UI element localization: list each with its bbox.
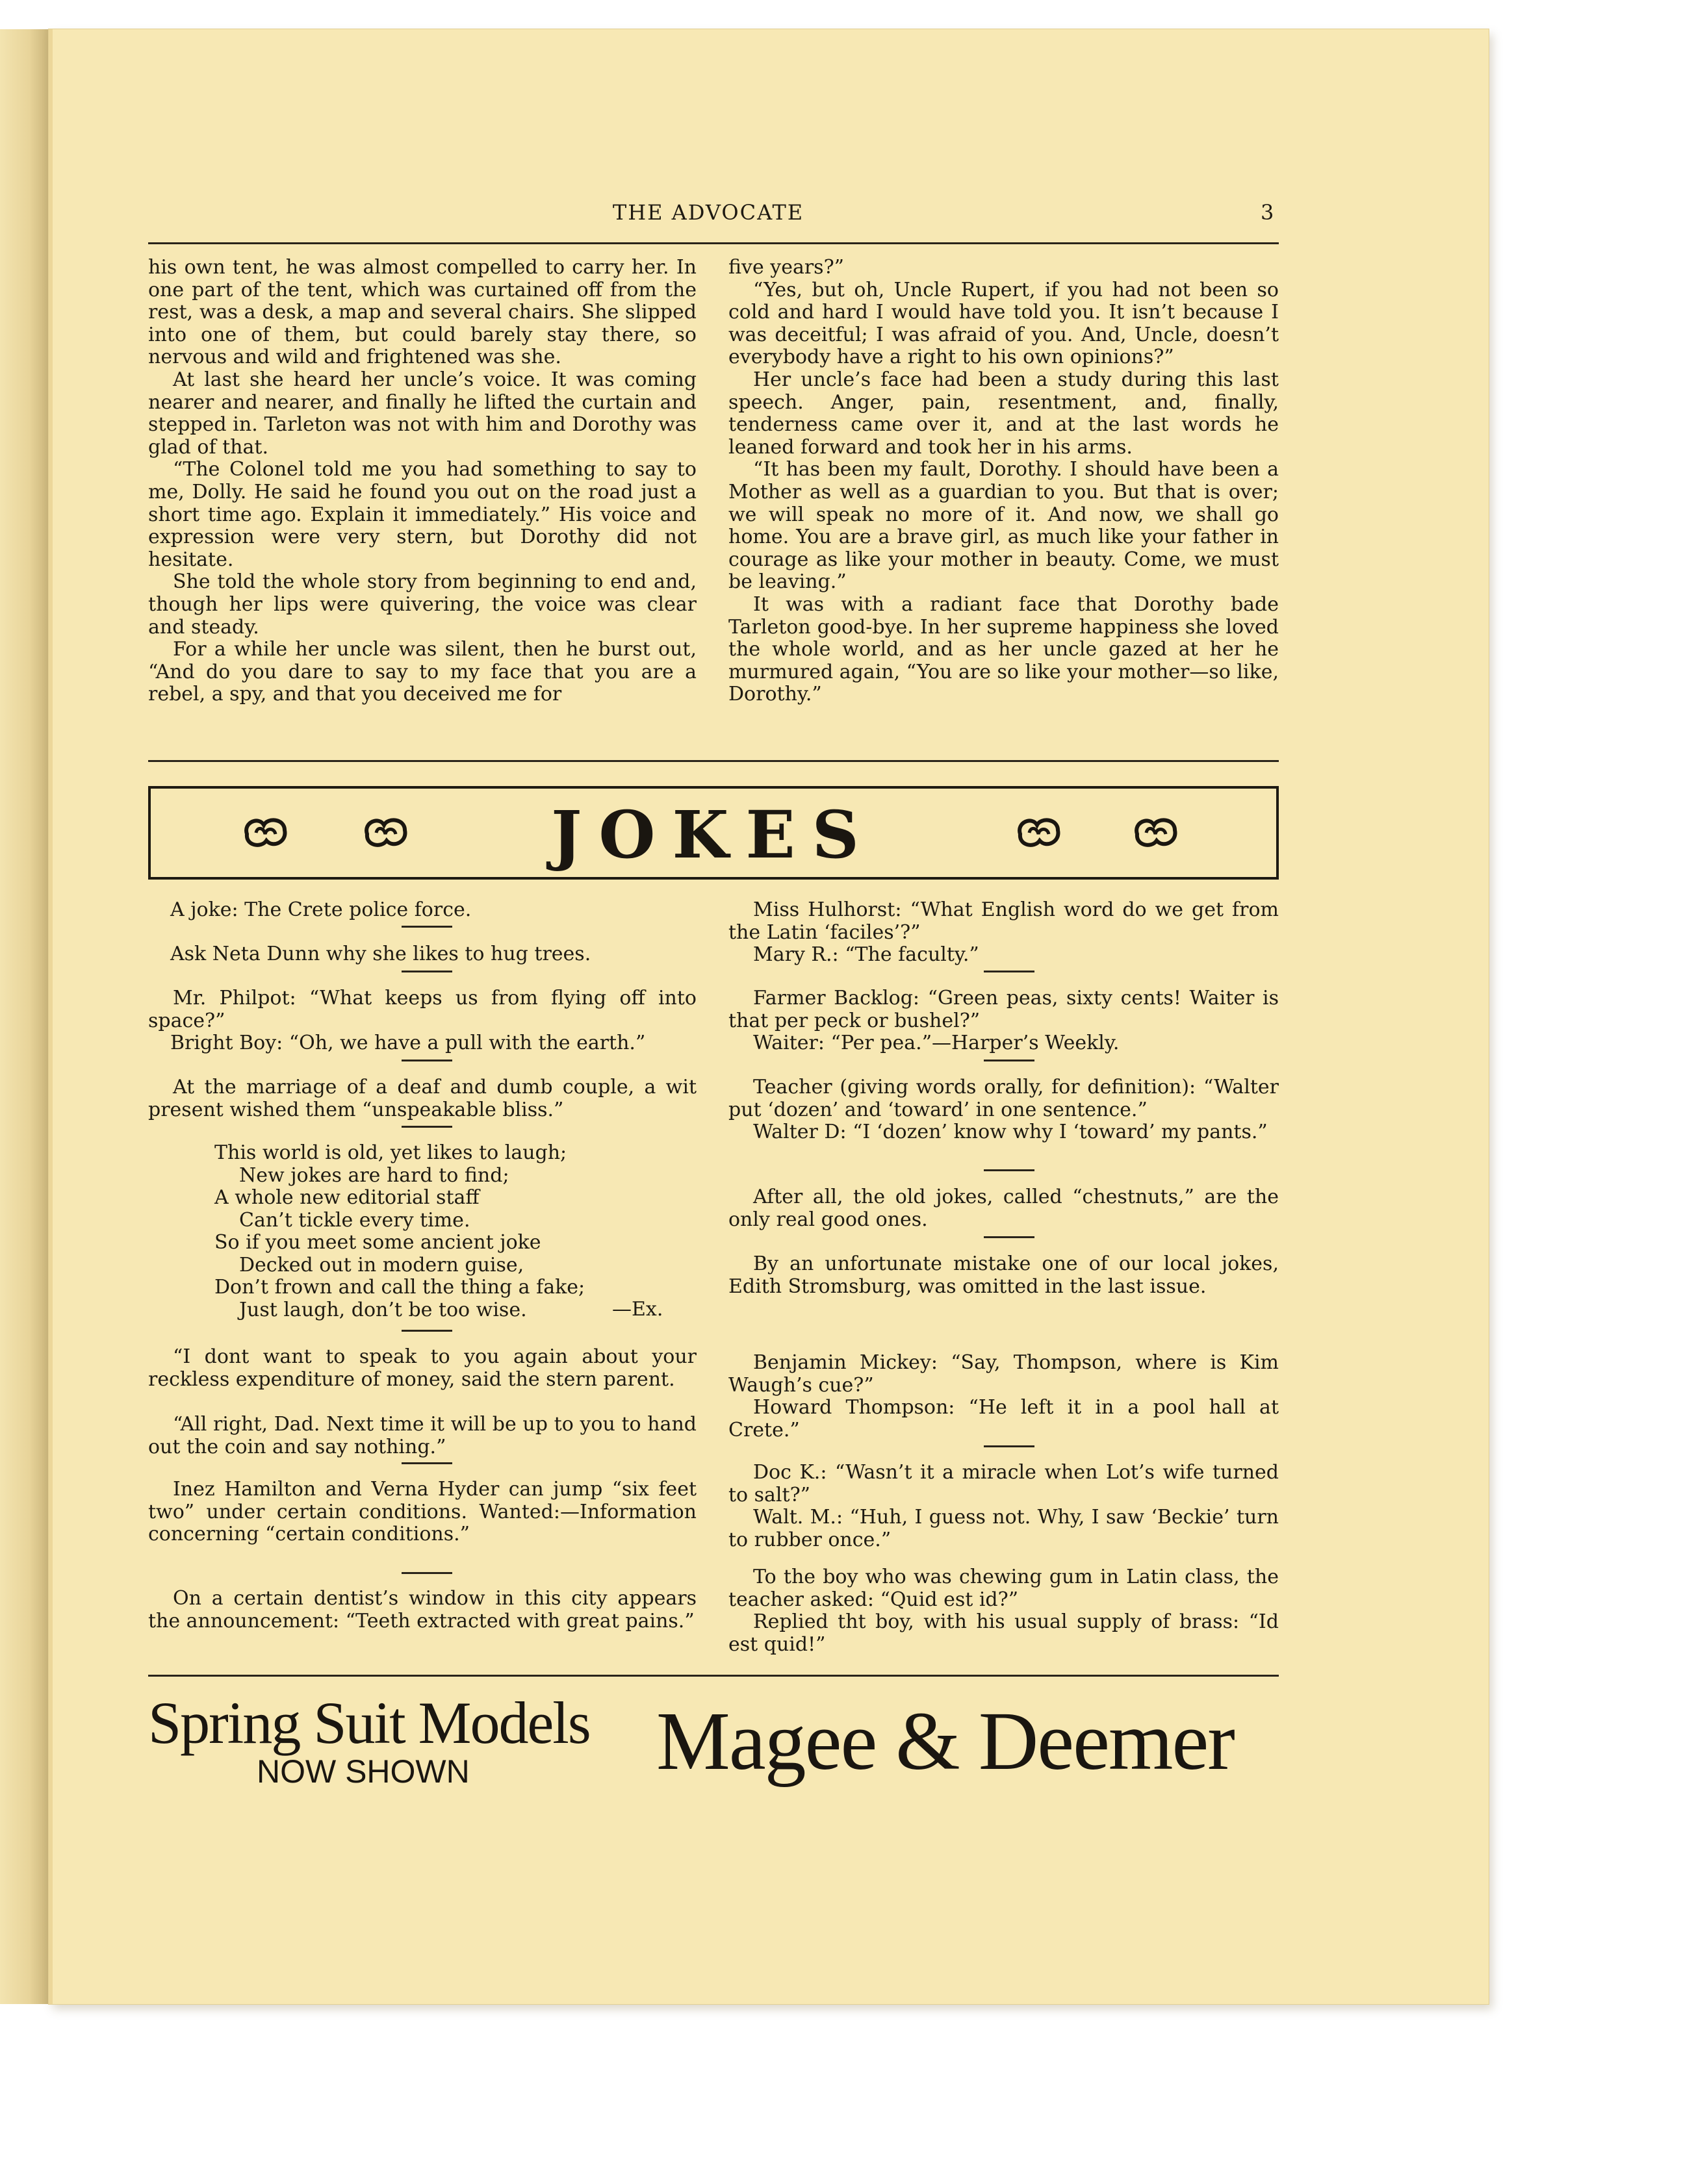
poem-line: New jokes are hard to find; [239,1163,509,1187]
jokes-heading: JOKES [551,796,876,873]
footer-rule [148,1675,1279,1677]
joke-item: Doc K.: “Wasn’t it a miracle when Lot’s wife turned to salt?” [728,1461,1279,1506]
poem-line: Can’t tickle every time. [239,1208,470,1232]
joke-separator [984,1060,1034,1061]
joke-separator [402,1572,452,1574]
joke-item: Inez Hamilton and Verna Hyder can jump “six feet two” under certain conditions. Wanted:—Information concerning “certain conditions.” [148,1478,697,1546]
joke-separator [402,1126,452,1128]
joke-separator [984,1445,1034,1447]
joke-separator [402,1330,452,1332]
story-paragraph: five years?” [728,256,844,279]
page-binding [0,29,49,2004]
joke-item: Farmer Backlog: “Green peas, sixty cents! Waiter is that per peck or bushel?” [728,987,1279,1032]
joke-item: At the marriage of a deaf and dumb couple, a wit present wished them “unspeakable bliss.” [148,1076,697,1121]
joke-item: Howard Thompson: “He left it in a pool hall at Crete.” [728,1396,1279,1441]
joke-item: Benjamin Mickey: “Say, Thompson, where is Kim Waugh’s cue?” [728,1351,1279,1397]
joke-item: “I dont want to speak to you again about your reckless expenditure of money, said the stern parent. [148,1345,697,1391]
joke-item: To the boy who was chewing gum in Latin class, the teacher asked: “Quid est id?” [728,1566,1279,1611]
joke-item: A joke: The Crete police force. [170,898,472,921]
joke-separator [984,971,1034,972]
joke-separator [402,926,452,928]
joke-separator [402,1060,452,1061]
ad-subline: NOW SHOWN [257,1753,470,1790]
poem-line: Just laugh, don’t be too wise. [239,1298,527,1321]
joke-item: “All right, Dad. Next time it will be up to you to hand out the coin and say nothing.” [148,1413,697,1458]
joke-item: By an unfortunate mistake one of our local jokes, Edith Stromsburg, was omitted in the last issue. [728,1252,1279,1298]
story-left-column [148,257,697,706]
poem-line: A whole new editorial staff [214,1186,480,1209]
running-title: THE ADVOCATE [612,200,804,225]
page-number: 3 [1261,200,1274,225]
joke-item: Mary R.: “The faculty.” [753,943,979,966]
ornament-icon [1015,816,1063,848]
ad-store-name: Magee & Deemer [656,1695,1234,1787]
story-paragraph: She told the whole story from beginning to end and, though her lips were quivering, the voice was clear and steady. [148,570,697,639]
joke-item: Replied tht boy, with his usual supply of brass: “Id est quid!” [728,1610,1279,1656]
joke-item: Teacher (giving words orally, for definition): “Walter put ‘dozen’ and ‘toward’ in one sentence.” [728,1076,1279,1121]
joke-item: Ask Neta Dunn why she likes to hug trees. [170,943,591,965]
story-paragraph: It was with a radiant face that Dorothy bade Tarleton good-bye. In her supreme happiness she loved the whole world, and as her uncle gazed at her he murmured again, “You are so like your mother—so like, Dorothy.” [728,592,1279,706]
joke-item: After all, the old jokes, called “chestnuts,” are the only real good ones. [728,1186,1279,1231]
story-paragraph: At last she heard her uncle’s voice. It was coming nearer and nearer, and finally he lifted the curtain and stepped in. Tarleton was not with him and Dorothy was glad of that. [148,368,697,459]
joke-item: Mr. Philpot: “What keeps us from flying off into space?” [148,987,697,1032]
story-paragraph: “Yes, but oh, Uncle Rupert, if you had not been so cold and hard I would have told you. It isn’t because I was deceitful; I was afraid of you. And, Uncle, doesn’t everybody have a right to his own opinions?” [728,278,1279,369]
story-paragraph: “The Colonel told me you had something to say to me, Dolly. He said he found you out on the road just a short time ago. Explain it immediately.” His voice and expression were very stern, but Dorothy did not hesitate. [148,458,697,571]
joke-item: Bright Boy: “Oh, we have a pull with the earth.” [170,1032,646,1054]
poem-credit: —Ex. [612,1298,663,1321]
ornament-icon [1132,816,1180,848]
story-paragraph: “It has been my fault, Dorothy. I should have been a Mother as well as a guardian to you. But that is over; we will speak no more of it. And now, we shall go home. You are a brave girl, as much like your father in courage as like your mother in beauty. Come, we must be leaving.” [728,458,1279,594]
jokes-heading-box [148,786,1279,880]
poem-line: Decked out in modern guise, [239,1253,524,1276]
joke-item: On a certain dentist’s window in this city appears the announcement: “Teeth extracted with great pains.” [148,1587,697,1632]
poem-line: This world is old, yet likes to laugh; [214,1141,567,1164]
story-paragraph: For a while her uncle was silent, then he burst out, “And do you dare to say to my face that you are a rebel, a spy, and that you deceived me for [148,638,697,706]
story-paragraph: his own tent, he was almost compelled to carry her. In one part of the tent, which was curtained off from the rest, was a desk, a map and several chairs. She slipped into one of them, but could barely stay there, so nervous and wild and frightened was she. [148,256,697,369]
poem-line: Don’t frown and call the thing a fake; [214,1276,585,1299]
joke-item: Walt. M.: “Huh, I guess not. Why, I saw ‘Beckie’ turn to rubber once.” [728,1506,1279,1551]
joke-separator [402,1462,452,1464]
joke-separator [984,1169,1034,1171]
joke-item: Walter D: “I ‘dozen’ know why I ‘toward’ my pants.” [753,1121,1268,1143]
story-right-column [728,257,1279,706]
joke-item: Miss Hulhorst: “What English word do we get from the Latin ‘faciles’?” [728,898,1279,944]
joke-poem [214,1142,682,1321]
header-rule [148,242,1279,244]
section-rule [148,760,1279,762]
story-paragraph: Her uncle’s face had been a study during this last speech. Anger, pain, resentment, and, finally, tenderness came over it, and at the last words he leaned forward and took her in his arms. [728,368,1279,459]
joke-item: Waiter: “Per pea.”—Harper’s Weekly. [753,1032,1120,1054]
joke-separator [984,1236,1034,1238]
poem-line: So if you meet some ancient joke [214,1231,541,1254]
joke-separator [402,971,452,972]
ad-headline: Spring Suit Models [148,1690,590,1756]
